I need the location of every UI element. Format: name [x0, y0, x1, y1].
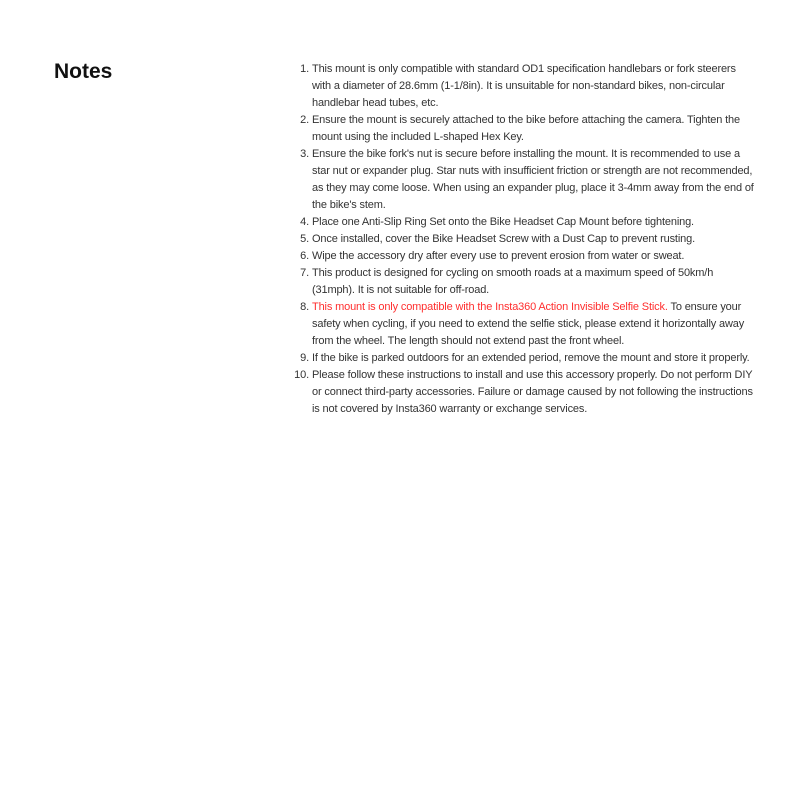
note-text: Place one Anti-Slip Ring Set onto the Bike Headset Cap Mount before tightening. — [312, 216, 694, 228]
note-item-6 — [287, 248, 757, 265]
note-text: Once installed, cover the Bike Headset Screw with a Dust Cap to prevent rusting. — [312, 233, 695, 245]
note-number: 6. — [300, 250, 309, 262]
note-text: Please follow these instructions to install and use this accessory properly. Do not perform DIY or connect third-party accessories. Failure or damage caused by not following the instructions is not covered by Insta360 warranty or exchange services. — [312, 369, 753, 415]
note-number: 9. — [300, 352, 309, 364]
note-item-7 — [287, 265, 757, 299]
note-number: 1. — [300, 63, 309, 75]
note-text: This mount is only compatible with standard OD1 specification handlebars or fork steerers with a diameter of 28.6mm (1-1/8in). It is unsuitable for non-standard bikes, non-circular handlebar head tubes, etc. — [312, 63, 736, 109]
note-number: 8. — [300, 301, 309, 313]
note-item-3 — [287, 146, 757, 214]
note-number: 3. — [300, 148, 309, 160]
note-item-9 — [287, 350, 757, 367]
note-item-10 — [287, 367, 757, 418]
note-text: Wipe the accessory dry after every use to prevent erosion from water or sweat. — [312, 250, 685, 262]
note-number: 4. — [300, 216, 309, 228]
note-number: 10. — [294, 369, 309, 381]
note-text: Ensure the mount is securely attached to the bike before attaching the camera. Tighten the mount using the included L-shaped Hex Key. — [312, 114, 740, 143]
note-number: 2. — [300, 114, 309, 126]
note-item-1 — [287, 61, 757, 112]
note-number: 7. — [300, 267, 309, 279]
note-item-8 — [287, 299, 757, 350]
note-rest-text: To ensure your safety when cycling, if you need to extend the selfie stick, please extend it horizontally away from the wheel. The length should not extend past the front wheel. — [312, 301, 745, 347]
note-text: If the bike is parked outdoors for an extended period, remove the mount and store it properly. — [312, 352, 750, 364]
note-item-5 — [287, 231, 757, 248]
page-title: Notes — [54, 60, 113, 83]
note-item-2 — [287, 112, 757, 146]
note-text: This product is designed for cycling on smooth roads at a maximum speed of 50km/h (31mph). It is not suitable for off-road. — [312, 267, 714, 296]
note-item-4 — [287, 214, 757, 231]
note-number: 5. — [300, 233, 309, 245]
note-text: Ensure the bike fork's nut is secure before installing the mount. It is recommended to use a star nut or expander plug. Star nuts with insufficient friction or strength are not recommended, as they may come loose. When using an expander plug, place it 3-4mm away from the end of the bike's stem. — [312, 148, 754, 211]
note-text — [312, 299, 757, 350]
note-highlight-text: This mount is only compatible with the Insta360 Action Invisible Selfie Stick. — [312, 301, 668, 313]
notes-list — [287, 61, 757, 418]
